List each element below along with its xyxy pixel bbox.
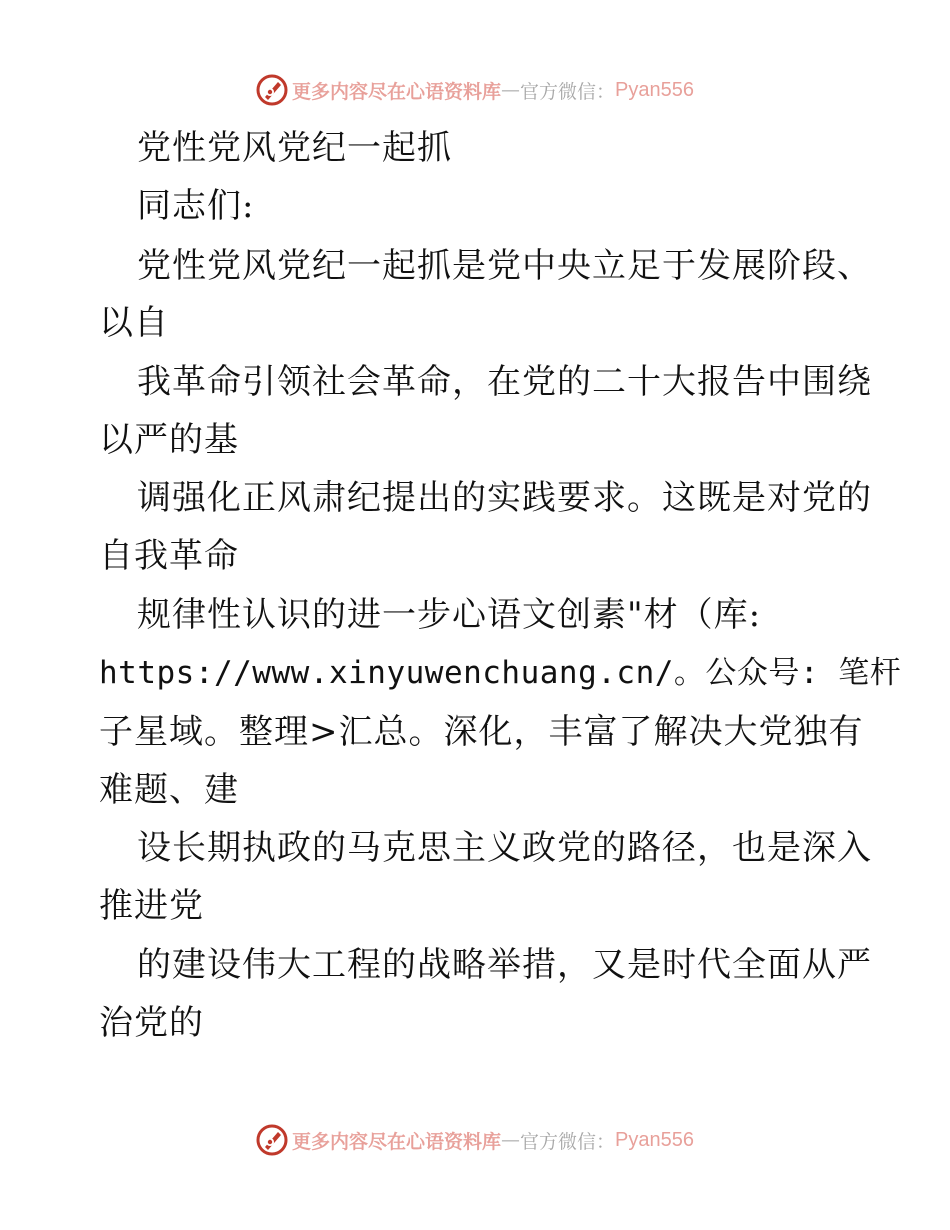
footer-watermark	[0, 1120, 950, 1160]
brush-logo-icon	[256, 1124, 288, 1156]
watermark-text-cn: 更多内容尽在心语资料库	[292, 80, 502, 103]
salutation: 同志们:	[137, 186, 255, 226]
paragraph-line: 的建设伟大工程的战略举措，又是时代全面从严	[137, 945, 872, 985]
document-title: 党性党风党纪一起抓	[137, 128, 452, 168]
paragraph-line: 党性党风党纪一起抓是党中央立足于发展阶段、	[137, 246, 872, 286]
paragraph-line: 难题、建	[99, 770, 239, 810]
brush-logo-icon	[256, 74, 288, 106]
paragraph-line: 以自	[99, 303, 169, 343]
paragraph-line: 我革命引领社会革命，在党的二十大报告中围绕	[137, 362, 872, 402]
watermark-wechat-id: Pyan556	[615, 1128, 694, 1151]
watermark-wechat-id: Pyan556	[615, 78, 694, 101]
header-watermark	[0, 70, 950, 110]
paragraph-line: 调强化正风肃纪提出的实践要求。这既是对党的	[137, 478, 872, 518]
paragraph-line: 规律性认识的进一步心语文创素"材（库:	[137, 595, 762, 635]
watermark-wechat-label: 官方微信：	[520, 80, 616, 103]
paragraph-line: 自我革命	[99, 536, 239, 576]
paragraph-line: 子星域。整理>汇总。深化，丰富了解决大党独有	[99, 712, 864, 752]
paragraph-line: 推进党	[99, 886, 204, 926]
paragraph-line: 治党的	[99, 1003, 204, 1043]
paragraph-line: 以严的基	[99, 420, 239, 460]
watermark-dash: —	[501, 1129, 521, 1151]
watermark-text-cn: 更多内容尽在心语资料库	[292, 1130, 502, 1153]
watermark-dash: —	[501, 79, 521, 101]
paragraph-line-url: https://www.xinyuwenchuang.cn/。公众号: 笔杆	[99, 655, 902, 691]
paragraph-line: 设长期执政的马克思主义政党的路径，也是深入	[137, 828, 872, 868]
watermark-wechat-label: 官方微信：	[520, 1130, 616, 1153]
